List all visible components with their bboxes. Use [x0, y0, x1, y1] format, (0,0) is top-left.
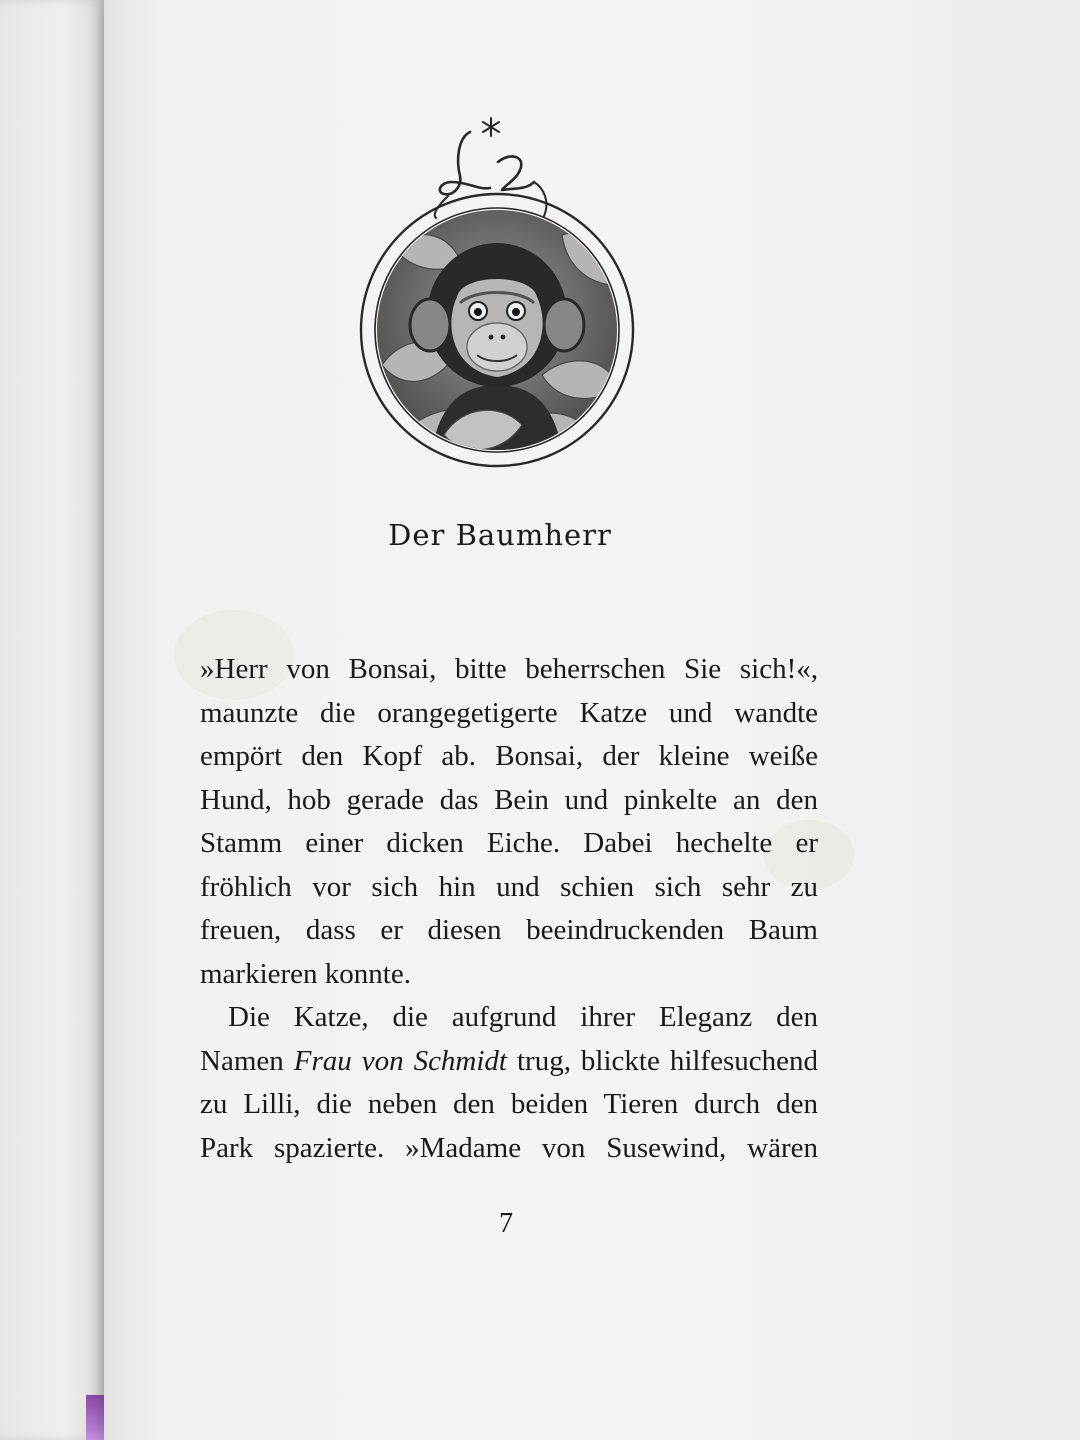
- text-line: Park spazierte. »Madame von Susewind, wären: [200, 1131, 818, 1164]
- text-line: fröhlich vor sich hin und schien sich sehr zu: [200, 870, 818, 903]
- text-line: Die Katze, die aufgrund ihrer Eleganz den: [228, 1001, 818, 1033]
- body-text: [200, 648, 818, 1170]
- text-line: Hund, hob gerade das Bein und pinkelte an den: [200, 783, 818, 816]
- chapter-title: Der Baumherr: [388, 518, 612, 552]
- paragraph: [200, 648, 818, 996]
- text-line: Namen Frau von Schmidt trug, blickte hilfesuchend: [200, 1044, 818, 1077]
- text-line: »Herr von Bonsai, bitte beherrschen Sie sich!«,: [200, 653, 818, 685]
- italic-name: Frau von Schmidt: [293, 1044, 507, 1077]
- asterisk-icon: [483, 118, 499, 136]
- text-line: Stamm einer dicken Eiche. Dabei hechelte er: [200, 827, 818, 859]
- text-line: empört den Kopf ab. Bonsai, der kleine weiße: [200, 740, 818, 772]
- monkey-portrait-medallion: [352, 185, 642, 475]
- text-line: maunzte die orangegetigerte Katze und wandte: [200, 696, 818, 729]
- text-line: markieren konnte.: [200, 957, 411, 990]
- paragraph: [200, 996, 818, 1170]
- text-line: zu Lilli, die neben den beiden Tieren durch den: [200, 1088, 818, 1120]
- page-number: 7: [499, 1208, 513, 1239]
- text-line: freuen, dass er diesen beeindruckenden Baum: [200, 914, 818, 946]
